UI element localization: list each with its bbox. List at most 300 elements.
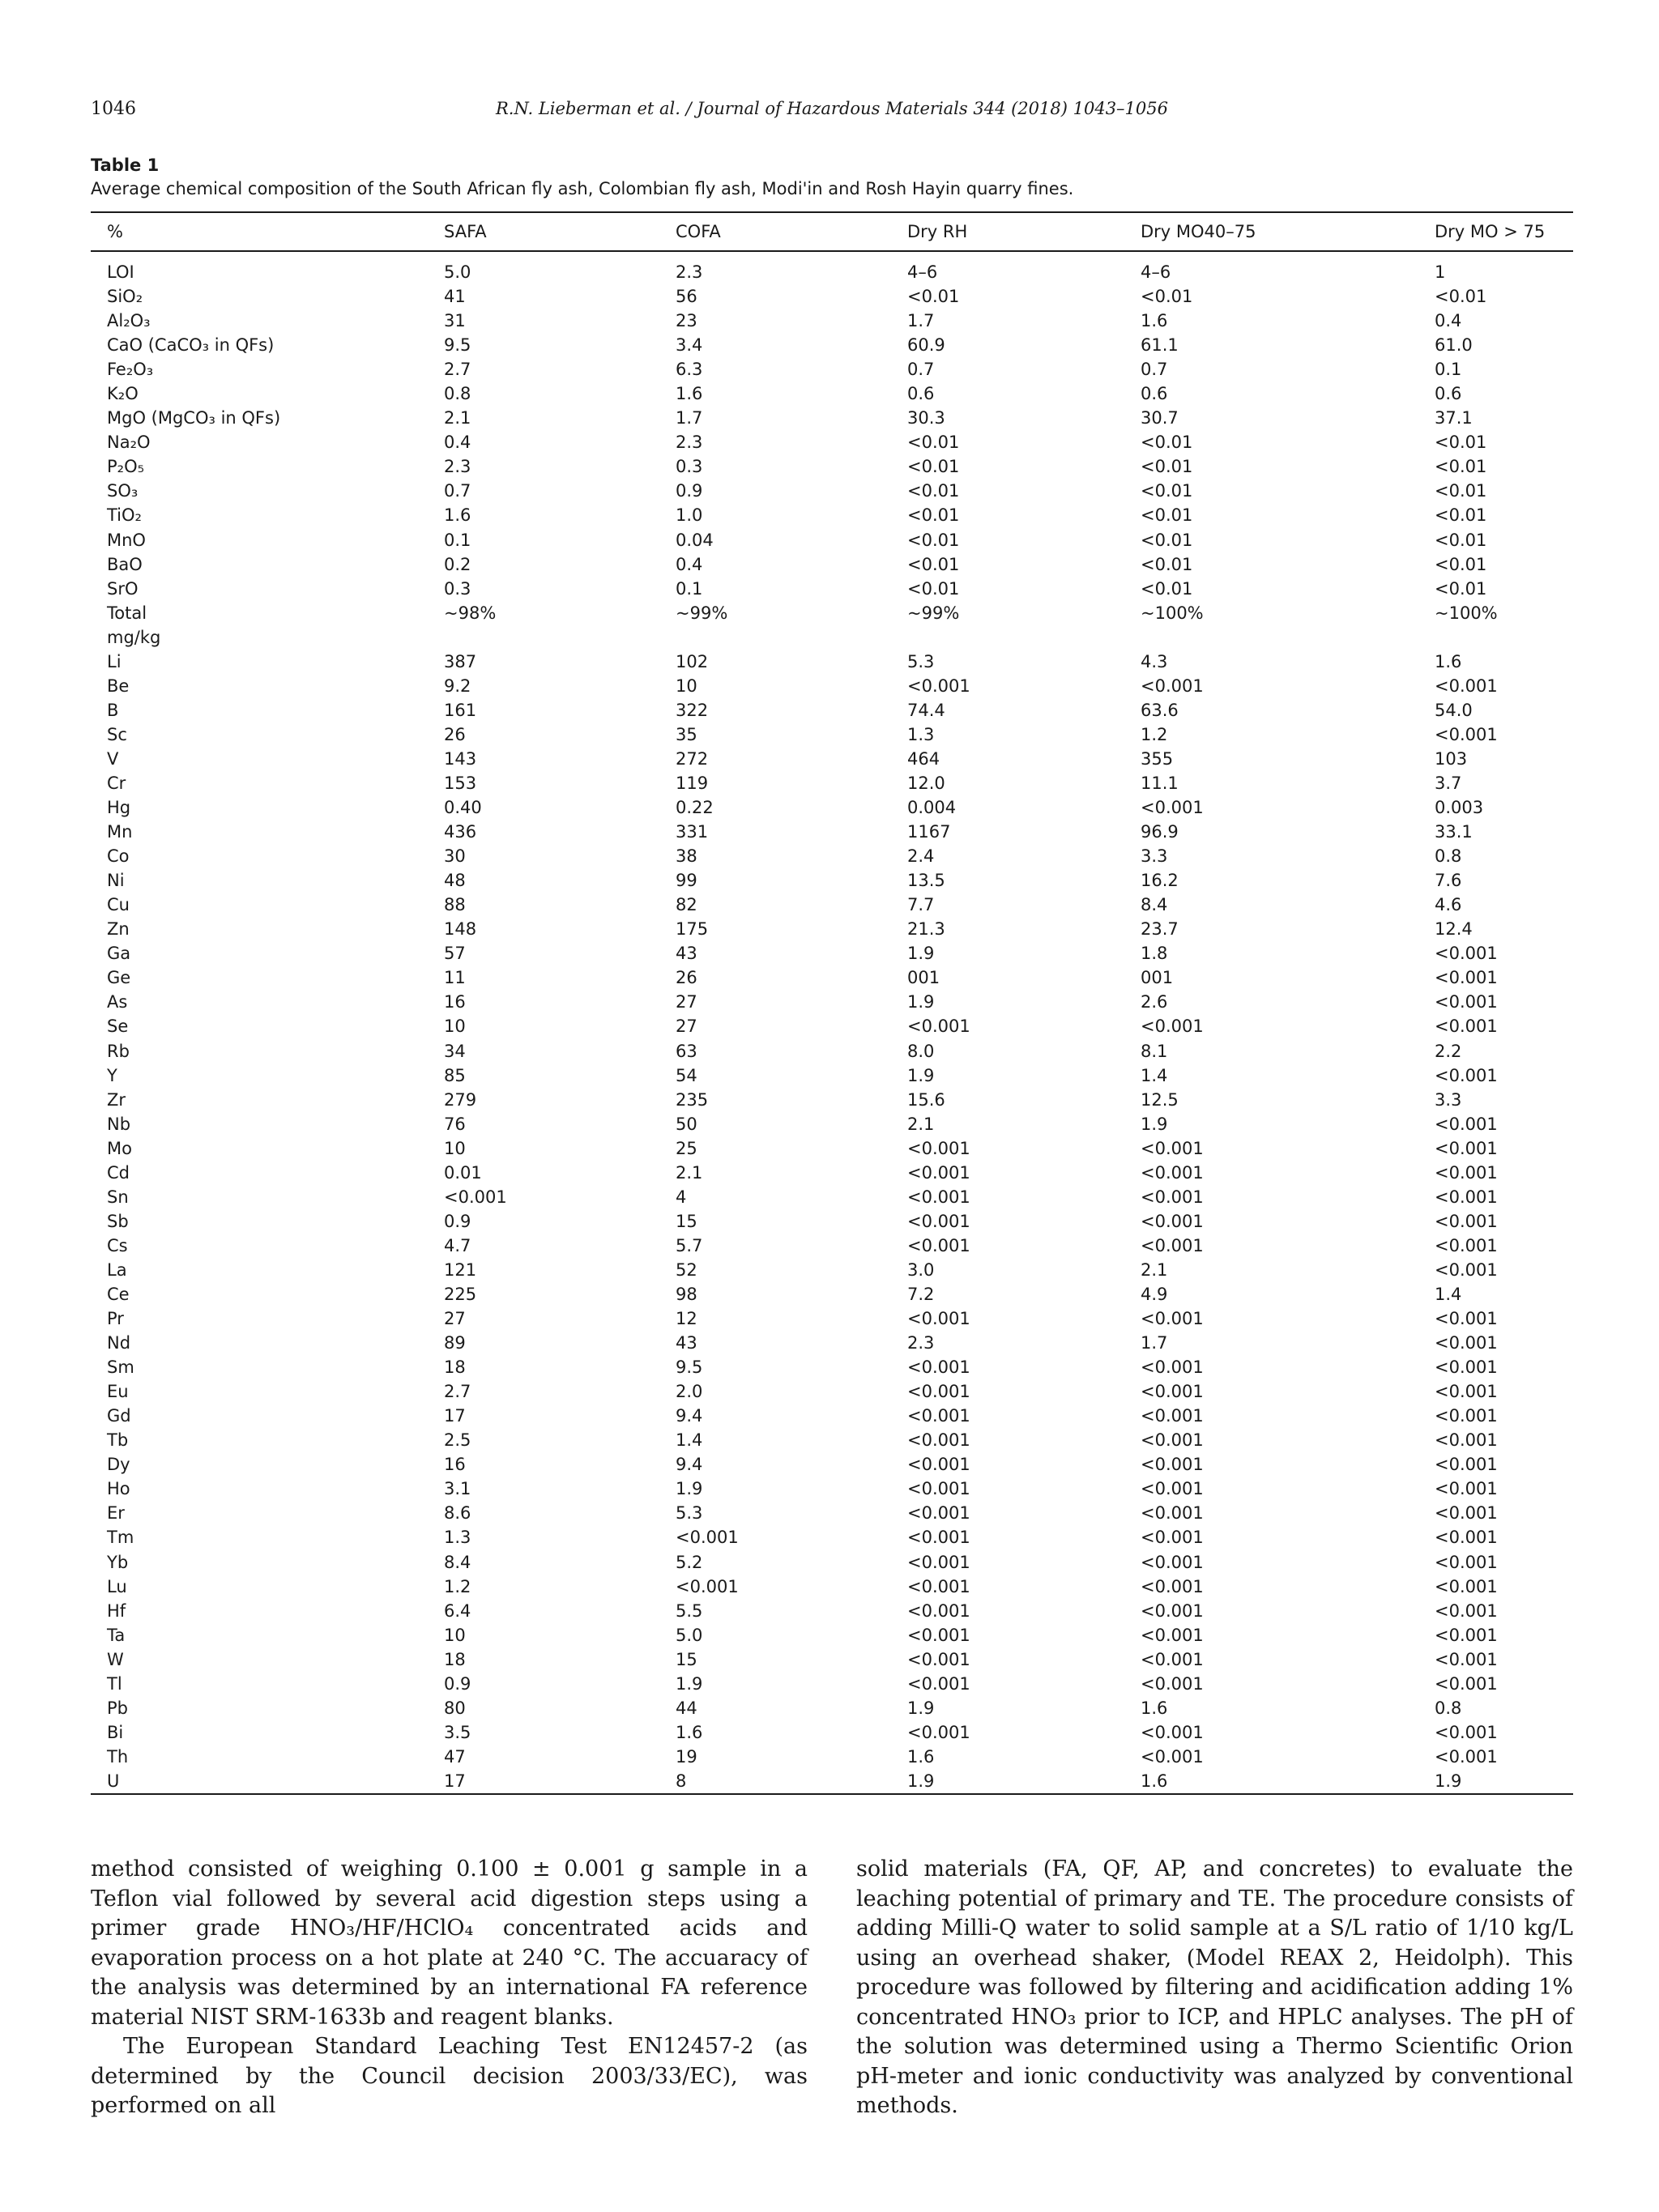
value-cell: <0.001 — [1141, 1649, 1204, 1669]
value-cell: 5.2 — [676, 1552, 703, 1572]
value-cell: <0.001 — [1141, 1722, 1204, 1742]
row-label-cell: Ho — [107, 1479, 130, 1499]
row-label-cell: Pb — [107, 1698, 128, 1718]
value-cell: <0.001 — [676, 1576, 739, 1596]
value-cell: 1.3 — [907, 724, 935, 744]
row-label-cell: SrO — [107, 578, 139, 599]
value-cell: <0.001 — [1141, 1357, 1204, 1378]
value-cell: 436 — [444, 822, 477, 842]
value-cell: 16 — [444, 992, 466, 1012]
table-row — [91, 1379, 1573, 1404]
row-label-cell: Mo — [107, 1138, 132, 1158]
value-cell: <0.001 — [1435, 1722, 1498, 1742]
value-cell: <0.001 — [1435, 1309, 1498, 1329]
value-cell: 41 — [444, 287, 466, 307]
column-header: Dry RH — [907, 212, 1141, 251]
table-row — [91, 1161, 1573, 1185]
value-cell: 464 — [907, 748, 940, 769]
row-label-cell: Y — [107, 1065, 117, 1085]
value-cell: 0.2 — [444, 554, 471, 574]
column-header: COFA — [676, 212, 907, 251]
row-label-cell: Tl — [107, 1673, 122, 1694]
table-row — [91, 1575, 1573, 1599]
row-label-cell: Be — [107, 676, 130, 696]
table-row — [91, 1112, 1573, 1136]
value-cell: <0.01 — [1141, 433, 1193, 453]
table-row — [91, 1672, 1573, 1696]
composition-table-wrap — [91, 211, 1573, 1795]
value-cell: 322 — [676, 700, 709, 720]
value-cell: <0.001 — [1435, 1016, 1498, 1037]
value-cell — [907, 625, 1141, 650]
value-cell: 3.4 — [676, 335, 703, 356]
table-row — [91, 528, 1573, 552]
row-label-cell: B — [107, 700, 119, 720]
value-cell: 0.9 — [676, 481, 703, 501]
value-cell: <0.01 — [907, 505, 960, 526]
row-label-cell: CaO (CaCO₃ in QFs) — [107, 335, 275, 356]
value-cell: 9.5 — [444, 335, 471, 356]
value-cell: 30.3 — [907, 408, 945, 428]
value-cell: <0.001 — [907, 676, 970, 696]
table-header-row — [91, 212, 1573, 251]
value-cell: <0.01 — [1435, 433, 1487, 453]
table-label: Table 1 — [91, 156, 160, 175]
value-cell: 1.9 — [907, 1065, 935, 1085]
value-cell: 1.4 — [676, 1430, 703, 1451]
value-cell: 50 — [676, 1114, 697, 1134]
value-cell: 48 — [444, 871, 466, 891]
value-cell: <0.001 — [1141, 1138, 1204, 1158]
value-cell: 161 — [444, 700, 477, 720]
value-cell: 3.3 — [1435, 1089, 1462, 1110]
row-label-cell: Sm — [107, 1357, 134, 1378]
value-cell: <0.01 — [1141, 554, 1193, 574]
table-row — [91, 1623, 1573, 1647]
value-cell: 4.6 — [1435, 895, 1462, 915]
value-cell: 34 — [444, 1041, 466, 1061]
value-cell — [1141, 625, 1435, 650]
table-row — [91, 917, 1573, 941]
value-cell: 1.2 — [444, 1576, 471, 1596]
paragraph: The European Standard Leaching Test EN12457-2 (as determined by the Council decision 2003/33/EC), was performed on all — [91, 2034, 808, 2118]
table-row — [91, 1355, 1573, 1379]
value-cell: 0.8 — [1435, 1698, 1462, 1718]
value-cell: 8.6 — [444, 1503, 471, 1524]
value-cell: 15.6 — [907, 1089, 945, 1110]
table-row — [91, 698, 1573, 722]
value-cell: 56 — [676, 287, 697, 307]
value-cell: 8.1 — [1141, 1041, 1168, 1061]
value-cell: 89 — [444, 1333, 466, 1353]
value-cell: <0.01 — [1435, 578, 1487, 599]
value-cell: 1.9 — [1435, 1769, 1573, 1794]
value-cell: 0.6 — [907, 384, 935, 404]
value-cell: <0.001 — [1435, 1673, 1498, 1694]
table-row — [91, 1258, 1573, 1282]
value-cell: ~98% — [444, 603, 497, 623]
value-cell: <0.001 — [1141, 1479, 1204, 1499]
value-cell: <0.001 — [907, 1430, 970, 1451]
table-row — [91, 251, 1573, 284]
value-cell: <0.001 — [907, 1576, 970, 1596]
value-cell: 1.2 — [1141, 724, 1168, 744]
value-cell: 31 — [444, 311, 466, 331]
table-row — [91, 1501, 1573, 1525]
value-cell — [444, 625, 676, 650]
value-cell: 1.6 — [1435, 651, 1462, 671]
table-row — [91, 1720, 1573, 1745]
value-cell: <0.001 — [907, 1235, 970, 1255]
value-cell: 1167 — [907, 822, 951, 842]
table-row — [91, 1039, 1573, 1063]
table-row — [91, 990, 1573, 1014]
table-row — [91, 577, 1573, 601]
value-cell: 10 — [444, 1138, 466, 1158]
value-cell: 0.7 — [444, 481, 471, 501]
value-cell: <0.001 — [1141, 1406, 1204, 1426]
value-cell: 225 — [444, 1284, 477, 1304]
value-cell: 8.4 — [1141, 895, 1168, 915]
row-label-cell: Cr — [107, 774, 126, 793]
value-cell: 5.0 — [676, 1625, 703, 1645]
paragraph: solid materials (FA, QF, AP, and concretes) to evaluate the leaching potential of primary and TE. The procedure consists of adding Milli-Q water to solid sample at a S/L ratio of 1/10 kg/L using an overhead shaker, (Model REAX 2, Heidolph). This procedure was followed by filtering and acidification adding 1% concentrated HNO₃ prior to ICP, and HPLC analyses. The pH of the solution was determined using a Thermo Scientific Orion pH-meter and ionic conductivity was analyzed by conventional methods. — [856, 1856, 1573, 2118]
table-row — [91, 479, 1573, 503]
value-cell: 9.5 — [676, 1357, 703, 1378]
value-cell: 235 — [676, 1089, 709, 1110]
table-row — [91, 601, 1573, 625]
row-label-cell: Mn — [107, 822, 133, 842]
value-cell: 272 — [676, 748, 709, 769]
value-cell: <0.001 — [1141, 1382, 1204, 1402]
value-cell: 33.1 — [1435, 822, 1473, 842]
row-label-cell: Sc — [107, 724, 127, 744]
row-label-cell: Zn — [107, 919, 130, 940]
value-cell: <0.001 — [1435, 1479, 1498, 1499]
row-label-cell: Hf — [107, 1600, 126, 1621]
value-cell: 2.3 — [676, 433, 703, 453]
value-cell: <0.01 — [1435, 530, 1487, 550]
value-cell: 1.9 — [1141, 1114, 1168, 1134]
value-cell: <0.01 — [1435, 481, 1487, 501]
row-label-cell: W — [107, 1649, 124, 1669]
value-cell: 25 — [676, 1138, 697, 1158]
value-cell: 1 — [1435, 262, 1446, 283]
value-cell: 1.9 — [907, 1769, 1141, 1794]
table-row — [91, 454, 1573, 479]
value-cell: <0.001 — [1141, 1673, 1204, 1694]
value-cell: 153 — [444, 774, 477, 793]
value-cell: <0.001 — [1435, 1065, 1498, 1085]
value-cell: 10 — [444, 1625, 466, 1645]
value-cell: ~99% — [907, 603, 960, 623]
table-caption — [91, 154, 1573, 201]
value-cell: 61.1 — [1141, 335, 1179, 356]
value-cell: <0.001 — [907, 1479, 970, 1499]
table-row — [91, 941, 1573, 965]
value-cell: <0.001 — [1435, 1114, 1498, 1134]
value-cell: 143 — [444, 748, 477, 769]
row-label-cell: Ge — [107, 968, 131, 988]
value-cell: <0.001 — [1435, 1746, 1498, 1767]
row-label-cell: Na₂O — [107, 433, 151, 453]
row-label-cell: K₂O — [107, 384, 139, 404]
value-cell: 15 — [676, 1649, 697, 1669]
value-cell: <0.001 — [907, 1309, 970, 1329]
table-row — [91, 820, 1573, 844]
value-cell: 2.3 — [444, 457, 471, 477]
value-cell: 279 — [444, 1089, 477, 1110]
value-cell: ~99% — [676, 603, 728, 623]
value-cell: 1.9 — [907, 992, 935, 1012]
value-cell: 0.22 — [676, 798, 714, 818]
value-cell: 1.4 — [1141, 1065, 1168, 1085]
value-cell: 18 — [444, 1649, 466, 1669]
table-row — [91, 406, 1573, 430]
value-cell: <0.01 — [1435, 287, 1487, 307]
row-label-cell: Cs — [107, 1235, 128, 1255]
value-cell: <0.01 — [1435, 457, 1487, 477]
value-cell: <0.001 — [1435, 1187, 1498, 1207]
value-cell — [1435, 625, 1573, 650]
value-cell: <0.001 — [907, 1455, 970, 1475]
value-cell: 5.7 — [676, 1235, 703, 1255]
column-header: % — [91, 212, 444, 251]
value-cell: 0.9 — [444, 1211, 471, 1231]
value-cell: 27 — [444, 1309, 466, 1329]
left-column — [91, 1855, 808, 2121]
value-cell: 43 — [676, 1333, 697, 1353]
row-label-cell: Ce — [107, 1284, 130, 1304]
value-cell: 4.7 — [444, 1235, 471, 1255]
table-row — [91, 1647, 1573, 1672]
value-cell: 0.3 — [676, 457, 703, 477]
value-cell: 387 — [444, 651, 477, 671]
value-cell: 10 — [444, 1016, 466, 1037]
value-cell: 0.7 — [1141, 360, 1168, 380]
page-header — [91, 99, 1573, 131]
row-label-cell: Yb — [107, 1552, 129, 1572]
row-label-cell: MgO (MgCO₃ in QFs) — [107, 408, 281, 428]
column-header: Dry MO > 75 — [1435, 212, 1573, 251]
value-cell: 1.6 — [1141, 311, 1168, 331]
value-cell: 1.0 — [676, 505, 703, 526]
value-cell: 148 — [444, 919, 477, 940]
value-cell: 355 — [1141, 748, 1174, 769]
value-cell: 13.5 — [907, 871, 945, 891]
value-cell: 1.7 — [1141, 1333, 1168, 1353]
value-cell: 8.4 — [444, 1552, 471, 1572]
value-cell: 0.4 — [444, 433, 471, 453]
value-cell: <0.001 — [1141, 1552, 1204, 1572]
value-cell: 175 — [676, 919, 709, 940]
value-cell: 4–6 — [907, 262, 938, 283]
value-cell: 30.7 — [1141, 408, 1179, 428]
value-cell: 43 — [676, 944, 697, 964]
value-cell: <0.01 — [1141, 481, 1193, 501]
value-cell: 102 — [676, 651, 709, 671]
row-label-cell: Al₂O₃ — [107, 311, 151, 331]
table-row — [91, 625, 1573, 650]
value-cell: 12 — [676, 1309, 697, 1329]
table-row — [91, 430, 1573, 454]
value-cell: 6.3 — [676, 360, 703, 380]
row-label-cell: Ta — [107, 1625, 126, 1645]
value-cell: <0.001 — [907, 1600, 970, 1621]
row-label-cell: Se — [107, 1016, 129, 1037]
row-label-cell: P₂O₅ — [107, 457, 145, 477]
row-label-cell: Ni — [107, 871, 125, 891]
row-label-cell: Nb — [107, 1114, 131, 1134]
value-cell: <0.001 — [1141, 1309, 1204, 1329]
row-label-cell: Gd — [107, 1406, 131, 1426]
row-label-cell: Ga — [107, 944, 131, 964]
value-cell: ~100% — [1435, 603, 1498, 623]
value-cell: <0.001 — [1435, 1552, 1498, 1572]
row-label-cell: Hg — [107, 798, 131, 818]
value-cell: 001 — [1141, 968, 1174, 988]
value-cell: <0.001 — [1435, 992, 1498, 1012]
value-cell: <0.01 — [907, 578, 960, 599]
value-cell: 8.0 — [907, 1041, 935, 1061]
value-cell: <0.001 — [444, 1187, 507, 1207]
table-row — [91, 868, 1573, 893]
row-label-cell: Cu — [107, 895, 130, 915]
value-cell: <0.01 — [1141, 457, 1193, 477]
table-row — [91, 381, 1573, 406]
row-label-cell: Eu — [107, 1382, 129, 1402]
value-cell: <0.01 — [907, 554, 960, 574]
value-cell: 2.2 — [1435, 1041, 1462, 1061]
value-cell: 1.3 — [444, 1528, 471, 1548]
value-cell: 4–6 — [1141, 262, 1171, 283]
value-cell: 38 — [676, 846, 697, 867]
value-cell: 3.0 — [907, 1259, 935, 1280]
table-title: Average chemical composition of the South African fly ash, Colombian fly ash, Modi'in and Rosh Hayin quarry fines. — [91, 179, 1074, 198]
row-label-cell: Pr — [107, 1309, 124, 1329]
value-cell: <0.001 — [907, 1211, 970, 1231]
value-cell: 16.2 — [1141, 871, 1179, 891]
row-label-cell: Co — [107, 846, 130, 867]
value-cell: <0.001 — [1435, 1528, 1498, 1548]
value-cell: 2.1 — [1141, 1259, 1168, 1280]
value-cell: 0.3 — [444, 578, 471, 599]
value-cell: 17 — [444, 1769, 676, 1794]
value-cell: <0.001 — [1141, 1528, 1204, 1548]
value-cell: 1.6 — [676, 384, 703, 404]
table-row — [91, 674, 1573, 698]
value-cell: <0.001 — [907, 1382, 970, 1402]
value-cell: 82 — [676, 895, 697, 915]
value-cell: <0.001 — [1435, 724, 1498, 744]
value-cell: 0.8 — [1435, 846, 1462, 867]
value-cell — [676, 625, 907, 650]
value-cell: 74.4 — [907, 700, 945, 720]
value-cell: <0.001 — [1141, 1430, 1204, 1451]
value-cell: 1.9 — [676, 1673, 703, 1694]
table-row — [91, 650, 1573, 674]
value-cell: 2.7 — [444, 360, 471, 380]
value-cell: 60.9 — [907, 335, 945, 356]
value-cell: <0.001 — [1435, 1235, 1498, 1255]
table-row — [91, 1136, 1573, 1161]
value-cell: 54 — [676, 1065, 697, 1085]
value-cell: 0.8 — [444, 384, 471, 404]
value-cell: 4 — [676, 1187, 687, 1207]
value-cell: 2.3 — [907, 1333, 935, 1353]
value-cell: 5.0 — [444, 262, 471, 283]
value-cell: <0.001 — [1141, 1016, 1204, 1037]
row-label-cell: Total — [107, 603, 147, 623]
value-cell: 12.4 — [1435, 919, 1473, 940]
value-cell: <0.01 — [1435, 505, 1487, 526]
value-cell: <0.001 — [1435, 1625, 1498, 1645]
value-cell: <0.001 — [1435, 1138, 1498, 1158]
value-cell: 0.1 — [1435, 360, 1462, 380]
row-label-cell: Nd — [107, 1333, 131, 1353]
value-cell: 5.3 — [907, 651, 935, 671]
value-cell: 3.7 — [1435, 774, 1462, 793]
value-cell: 1.7 — [907, 311, 935, 331]
row-label-cell: Li — [107, 651, 122, 671]
value-cell: <0.01 — [1141, 287, 1193, 307]
value-cell: 98 — [676, 1284, 697, 1304]
value-cell: 0.1 — [676, 578, 703, 599]
value-cell: <0.001 — [1435, 968, 1498, 988]
table-row — [91, 309, 1573, 333]
value-cell: <0.001 — [1141, 1211, 1204, 1231]
value-cell: <0.001 — [907, 1357, 970, 1378]
value-cell: <0.001 — [1141, 1162, 1204, 1183]
value-cell: <0.001 — [1435, 1600, 1498, 1621]
value-cell: 7.6 — [1435, 871, 1462, 891]
value-cell: <0.001 — [1141, 798, 1204, 818]
value-cell: 26 — [444, 724, 466, 744]
value-cell: 0.6 — [1141, 384, 1168, 404]
table-row — [91, 1745, 1573, 1769]
value-cell: 7.2 — [907, 1284, 935, 1304]
value-cell: <0.01 — [1435, 554, 1487, 574]
value-cell: 7.7 — [907, 895, 935, 915]
row-label-cell: Er — [107, 1503, 125, 1524]
value-cell: <0.001 — [1141, 1746, 1204, 1767]
value-cell: <0.001 — [1141, 1600, 1204, 1621]
value-cell: <0.001 — [1435, 1455, 1498, 1475]
value-cell: <0.001 — [1435, 944, 1498, 964]
value-cell: 63.6 — [1141, 700, 1179, 720]
value-cell: 27 — [676, 1016, 697, 1037]
value-cell: 27 — [676, 992, 697, 1012]
value-cell: 1.6 — [1141, 1769, 1435, 1794]
value-cell: 0.7 — [907, 360, 935, 380]
value-cell: <0.001 — [1435, 1503, 1498, 1524]
table-row — [91, 1769, 1573, 1794]
value-cell: 44 — [676, 1698, 697, 1718]
value-cell: <0.001 — [1141, 1576, 1204, 1596]
value-cell: 5.5 — [676, 1600, 703, 1621]
value-cell: 4.3 — [1141, 651, 1168, 671]
value-cell: 30 — [444, 846, 466, 867]
value-cell: <0.001 — [1141, 676, 1204, 696]
value-cell: <0.001 — [1435, 1259, 1498, 1280]
row-label-cell: Sn — [107, 1187, 129, 1207]
table-row — [91, 1404, 1573, 1428]
value-cell: 11 — [444, 968, 466, 988]
value-cell: <0.001 — [1435, 1333, 1498, 1353]
value-cell: 2.1 — [907, 1114, 935, 1134]
table-row — [91, 552, 1573, 577]
value-cell: 9.4 — [676, 1455, 703, 1475]
